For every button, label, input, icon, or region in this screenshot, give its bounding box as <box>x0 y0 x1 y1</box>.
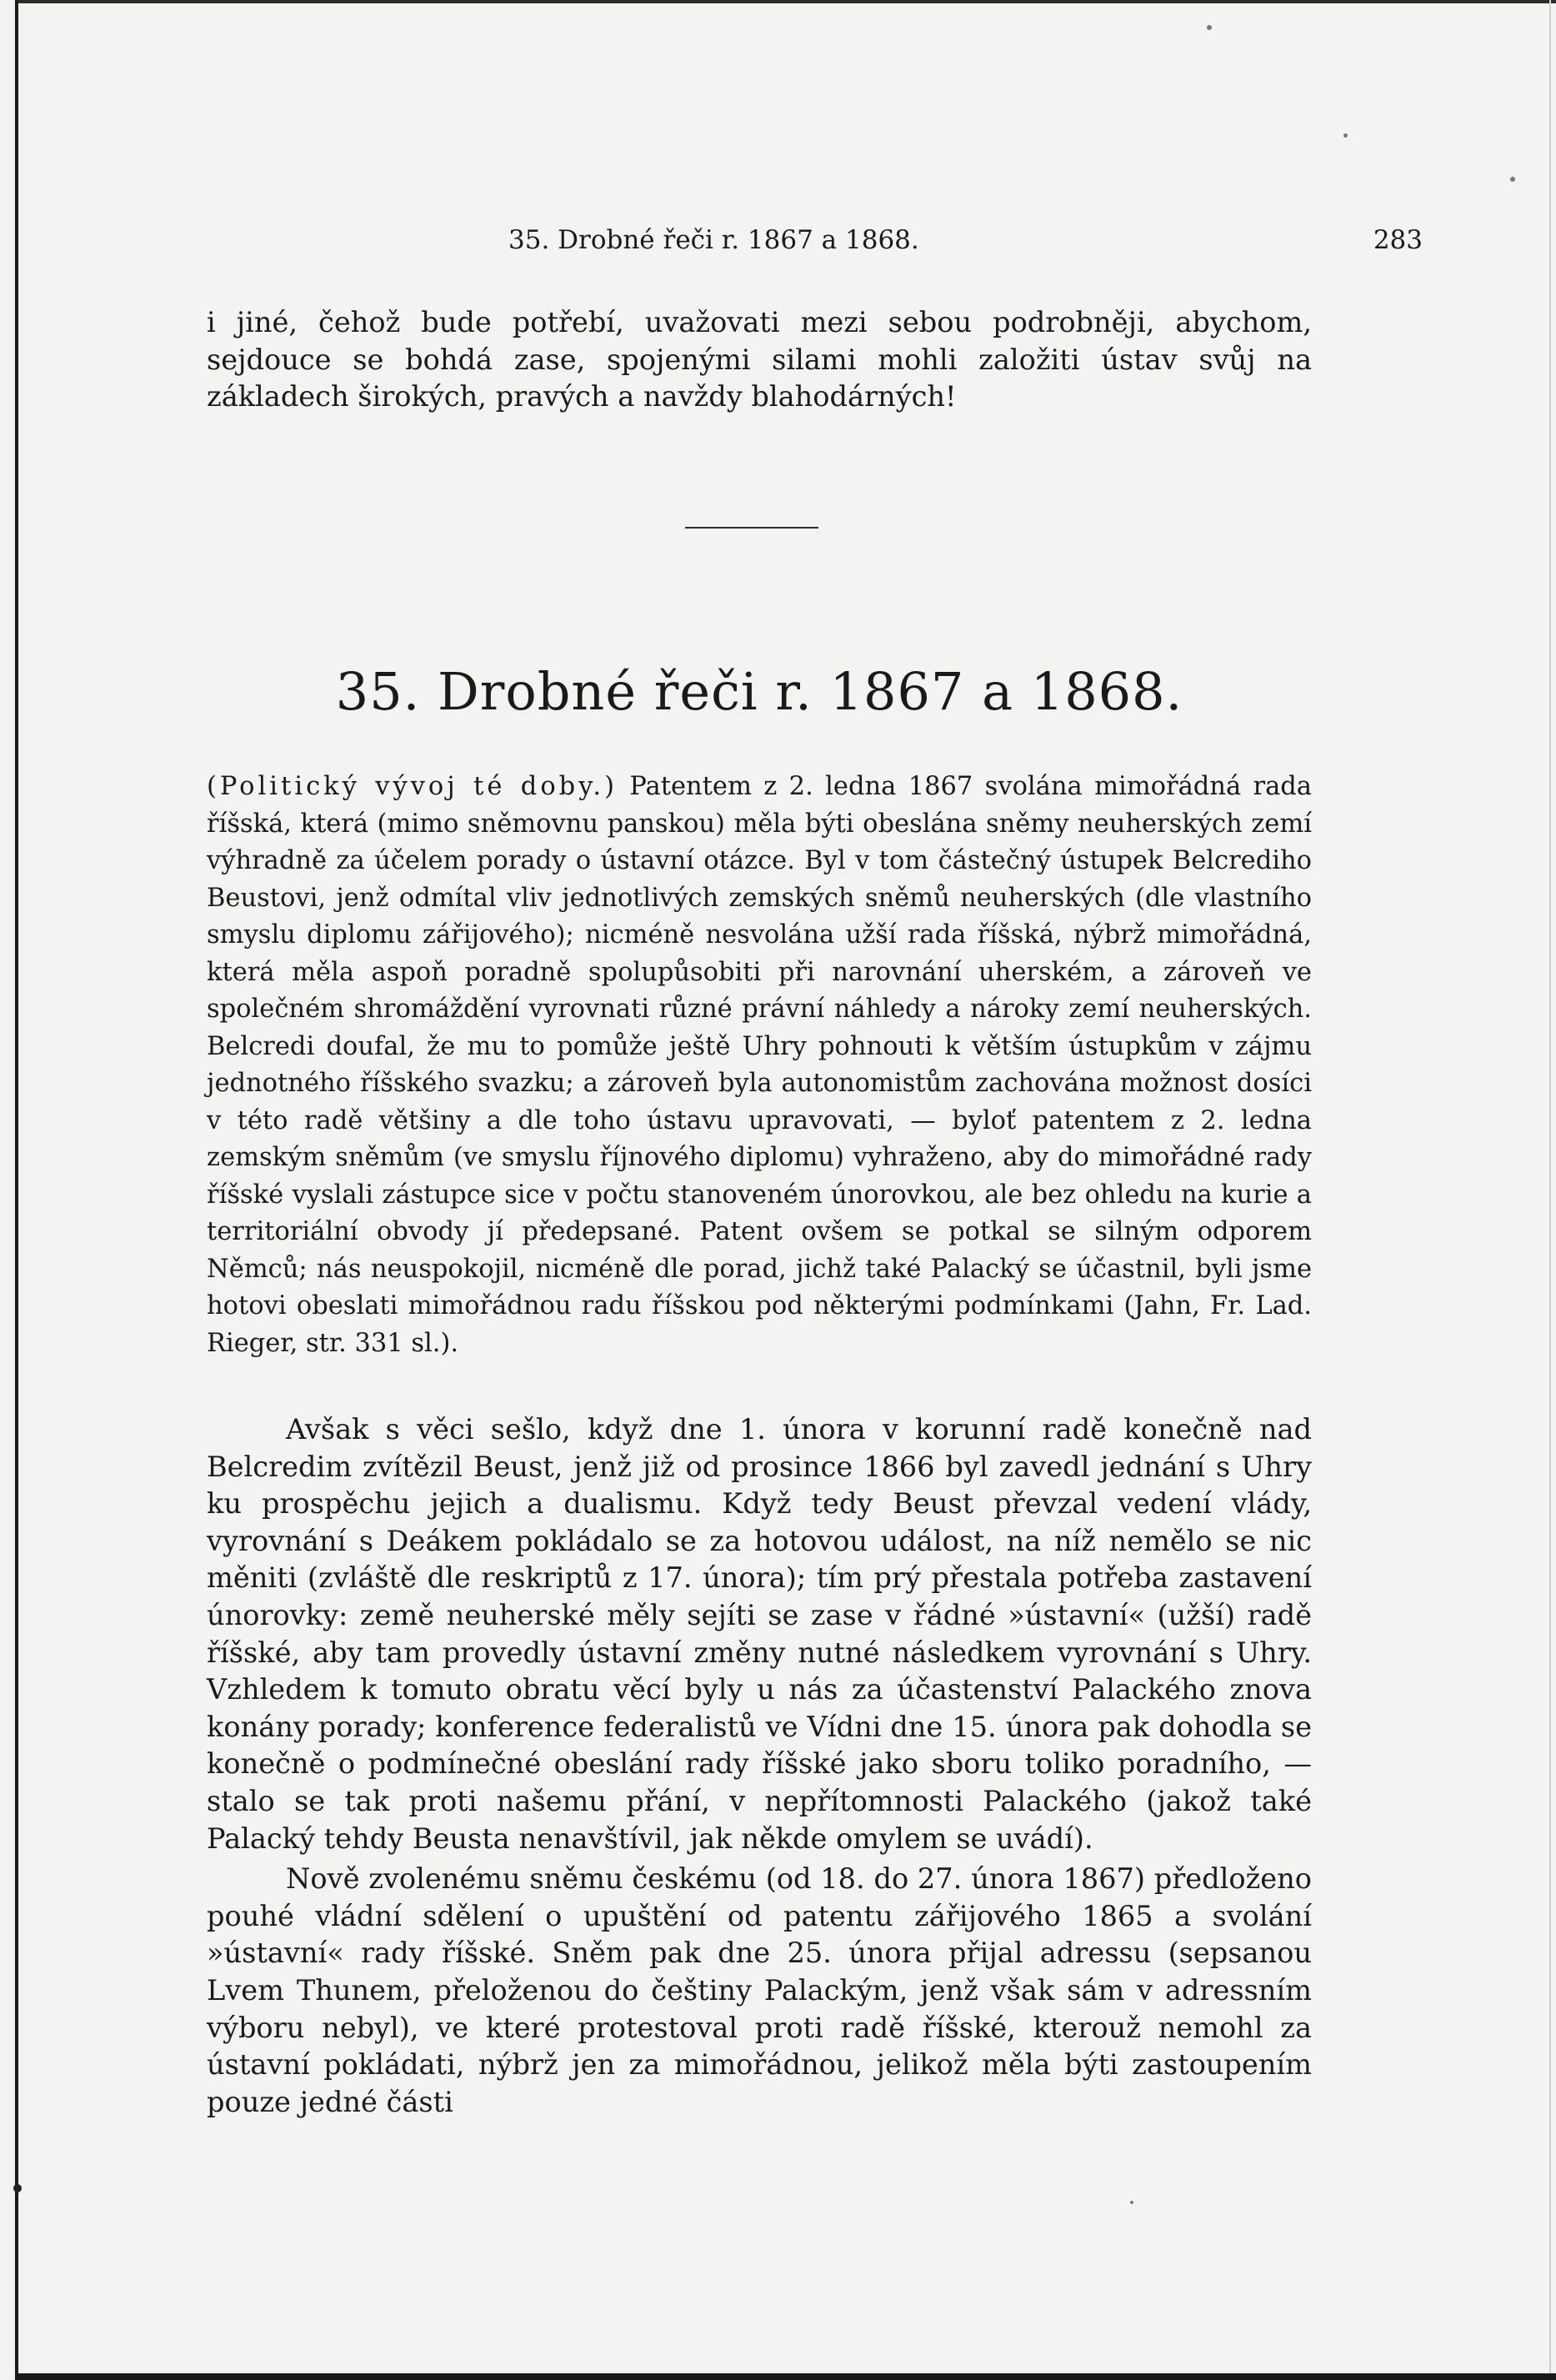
carry-over-paragraph-block <box>207 304 1312 416</box>
body-paragraph: Avšak s věci sešlo, když dne 1. února v korunní radě konečně nad Belcredim zvítězil Beust, jenž již od prosince 1866 byl zavedl jednání s Uhry ku prospěchu jejich a dualismu. Když tedy Beust převzal vedení vlády, vyrovnání s Deákem pokládalo se za hotovou událost, na níž nemělo se nic měniti (zvláště dle reskriptů z 17. února); tím prý přestala potřeba zastavení únorovky: země neuherské měly sejíti se zase v řádné »ústavní« (užší) radě říšské, aby tam provedly ústavní změny nutné následkem vyrovnání s Uhry. Vzhledem k tomuto obratu věcí byly u nás za účastenství Palackého znova konány porady; konference federalistů ve Vídni dne 15. února pak dohodla se konečně o podmínečné obeslání rady říšské jako sboru toliko poradního, — stalo se tak proti našemu přání, v nepřítomnosti Palackého (jakož také Palacký tehdy Beusta nenavštívil, jak někde omylem se uvádí). <box>207 1413 1312 1855</box>
page-right-edge <box>1549 0 1551 2380</box>
scan-speck <box>1343 133 1348 138</box>
intro-body: Patentem z 2. ledna 1867 svolána mimořádná rada říšská, která (mimo sněmovnu panskou) měla býti obeslána sněmy neuherských zemí výhradně za účelem porady o ústavní otázce. Byl v tom částečný ústupek Belcrediho Beustovi, jenž odmítal vliv jednotlivých zemských sněmů neuherských (dle vlastního smyslu diplomu zářijového); nicméně nesvolána užší rada říšská, nýbrž mimořádná, která měla aspoň poradně spolupůsobiti při narovnání uherském, a zároveň ve společném shromáždění vyrovnati různé právní náhledy a nároky zemí neuherských. Belcredi doufal, že mu to pomůže ještě Uhry pohnouti k větším ústupkům v zájmu jednotného říšského svazku; a zároveň byla autonomistům zachována možnost dosíci v této radě většiny a dle toho ústavu upravovati, — byloť patentem z 2. ledna zemským sněmům (ve smyslu říjnového diplomu) vyhraženo, aby do mimořádné rady říšské vyslali zástupce sice v počtu stanoveném únorovkou, ale bez ohledu na kurie a territoriální obvody jí předepsané. Patent ovšem se potkal se silným odporem Němců; nás neuspokojil, nicméně dle porad, jichž také Palacký se účastnil, byli jsme hotovi obeslati mimořádnou radu říšskou pod některými podmínkami (Jahn, Fr. Lad. Rieger, str. 331 sl.). <box>207 772 1312 1358</box>
running-header-title: 35. Drobné řeči r. 1867 a 1868. <box>508 225 919 255</box>
scan-speck <box>13 2184 22 2192</box>
page-bottom-edge <box>15 2373 1556 2380</box>
carry-over-paragraph: i jiné, čehož bude potřebí, uvažovati mezi sebou podrobněji, abychom, sejdouce se bohdá zase, spojenými silami mohli založiti ústav svůj na základech širokých, pravých a navždy blahodárných! <box>207 306 1312 413</box>
intro-lead: (Politický vývoj té doby.) <box>207 772 618 801</box>
scan-speck <box>1130 2201 1133 2204</box>
body-paragraph: Nově zvolenému sněmu českému (od 18. do 27. února 1867) předloženo pouhé vládní sdělení o upuštění od patentu zářijového 1865 a svolání »ústavní« rady říšské. Sněm pak dne 25. února přijal adressu (sepsanou Lvem Thunem, přeloženou do češtiny Palackým, jenž však sám v adressním výboru nebyl), ve které protestoval proti radě říšské, kterouž nemohl za ústavní pokládati, nýbrž jen za mimořádnou, jelikož měla býti zastoupením pouze jedné části <box>207 1862 1312 2118</box>
intro-paragraph <box>207 769 1312 1362</box>
page-top-edge <box>15 0 1556 3</box>
running-header <box>208 225 1423 267</box>
section-divider <box>685 527 818 529</box>
scan-speck <box>1510 177 1515 182</box>
page-number: 283 <box>1373 225 1423 255</box>
chapter-title: 35. Drobné řeči r. 1867 a 1868. <box>335 661 1183 722</box>
scan-speck <box>1207 25 1212 30</box>
page-left-edge <box>15 0 18 2380</box>
body-text <box>207 1411 1312 2121</box>
intro-paragraph-text <box>207 769 1312 1362</box>
